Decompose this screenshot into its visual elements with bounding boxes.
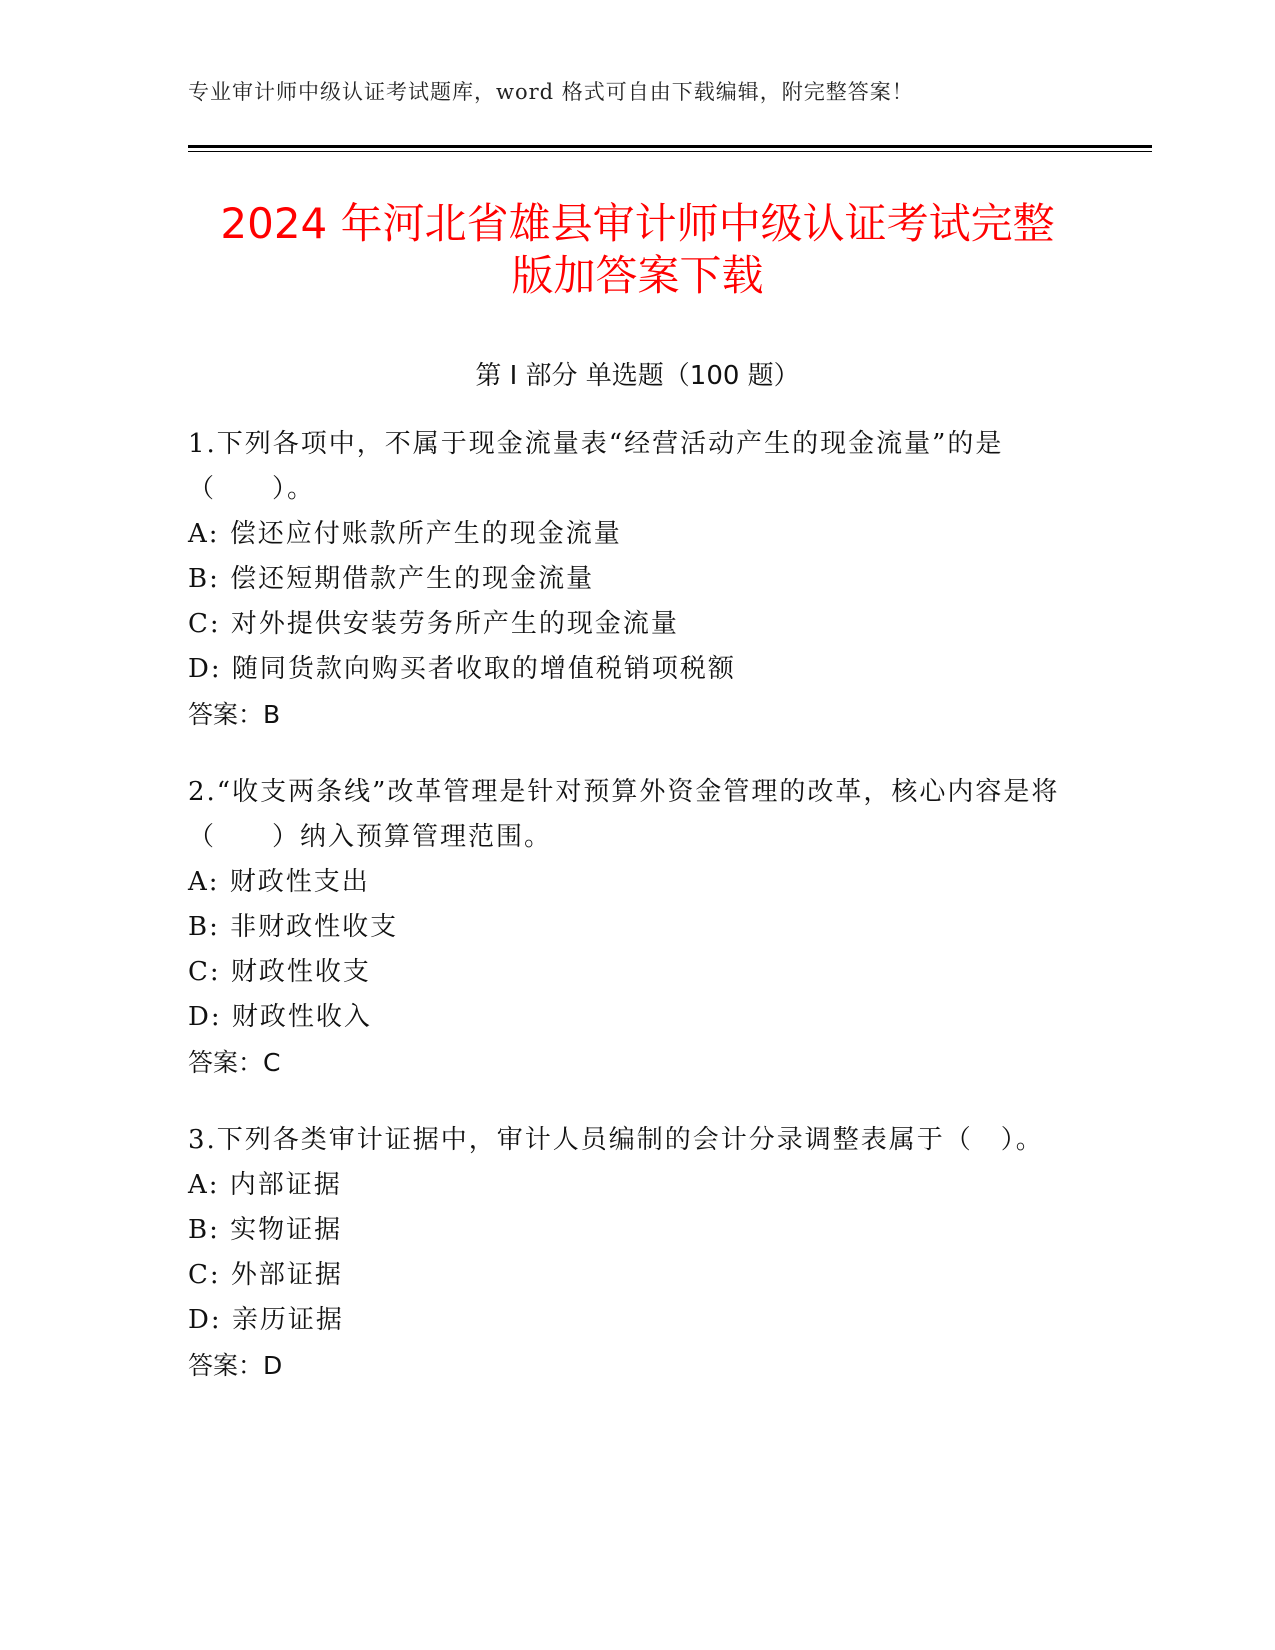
section-title: 第 I 部分 单选题（100 题）: [475, 361, 800, 391]
document-title: [170, 198, 1105, 302]
header-note: 专业审计师中级认证考试题库，word 格式可自由下载编辑，附完整答案！: [188, 80, 914, 104]
answer: 答案：B: [188, 700, 281, 729]
question-stem: 2.“收支两条线”改革管理是针对预算外资金管理的改革，核心内容是将（ ）纳入预算管理范围。: [188, 777, 1060, 852]
header-rule-thin: [188, 151, 1152, 152]
option-c: C: 财政性收支: [188, 957, 371, 987]
header-rule-thick: [188, 145, 1152, 148]
option-b: B: 非财政性收支: [188, 912, 399, 942]
question-1: [188, 422, 1088, 737]
option-a: A: 内部证据: [188, 1170, 342, 1200]
option-c: C: 对外提供安装劳务所产生的现金流量: [188, 609, 679, 639]
question-stem: 1.下列各项中，不属于现金流量表“经营活动产生的现金流量”的是（ ）。: [188, 429, 1004, 504]
document-title-line-2: 版加答案下载: [511, 251, 764, 300]
option-b: B: 偿还短期借款产生的现金流量: [188, 564, 595, 594]
question-3: [188, 1118, 1088, 1388]
option-b: B: 实物证据: [188, 1215, 343, 1245]
option-d: D: 亲历证据: [188, 1305, 344, 1335]
option-c: C: 外部证据: [188, 1260, 343, 1290]
question-2: [188, 770, 1088, 1085]
option-d: D: 随同货款向购买者收取的增值税销项税额: [188, 654, 736, 684]
option-a: A: 偿还应付账款所产生的现金流量: [188, 519, 622, 549]
document-title-line-1: 2024 年河北省雄县审计师中级认证考试完整: [220, 199, 1055, 248]
option-d: D: 财政性收入: [188, 1002, 372, 1032]
question-stem: 3.下列各类审计证据中，审计人员编制的会计分录调整表属于（ ）。: [188, 1125, 1044, 1155]
answer: 答案：C: [188, 1048, 281, 1077]
option-a: A: 财政性支出: [188, 867, 370, 897]
answer: 答案：D: [188, 1351, 283, 1380]
